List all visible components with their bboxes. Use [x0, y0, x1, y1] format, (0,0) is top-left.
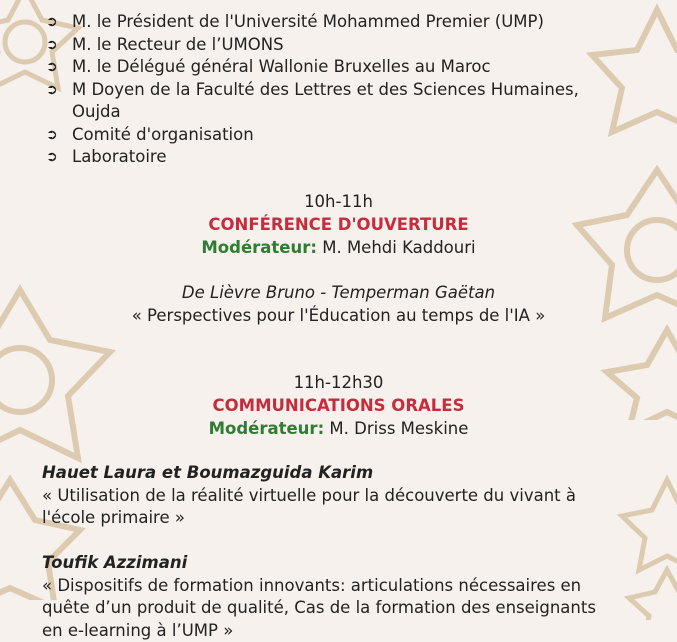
- arrow-bullet-icon: ➲: [46, 11, 58, 34]
- list-item: ➲ Comité d'organisation: [46, 124, 579, 147]
- paper-entry: [42, 462, 632, 530]
- list-item: ➲ M Doyen de la Faculté des Lettres et des Sciences Humaines, Oujda: [46, 79, 579, 124]
- paper-entry: [42, 552, 632, 642]
- moderator-name: M. Mehdi Kaddouri: [322, 238, 475, 257]
- paper-title-line: en e-learning à l’UMP »: [42, 620, 632, 642]
- list-item: ➲ M. le Recteur de l’UMONS: [46, 34, 579, 57]
- opening-title: CONFÉRENCE D'OUVERTURE: [0, 215, 677, 234]
- opening-talk-title: « Perspectives pour l'Éducation au temps de l'IA »: [0, 306, 677, 325]
- moderator-name: M. Driss Meskine: [329, 419, 468, 438]
- oral-moderator: [0, 419, 677, 438]
- list-item: ➲ M. le Délégué général Wallonie Bruxelles au Maroc: [46, 56, 579, 79]
- opening-time: 10h-11h: [0, 192, 677, 211]
- moderator-label: Modérateur:: [201, 238, 317, 257]
- welcome-list: [46, 11, 579, 169]
- oral-time: 11h-12h30: [0, 373, 677, 392]
- list-item: ➲ M. le Président de l'Université Mohammed Premier (UMP): [46, 11, 579, 34]
- paper-title-line: « Utilisation de la réalité virtuelle pour la découverte du vivant à: [42, 485, 632, 508]
- arrow-bullet-icon: ➲: [46, 146, 58, 169]
- opening-moderator: [0, 238, 677, 257]
- paper-authors: Hauet Laura et Boumazguida Karim: [42, 462, 632, 485]
- paper-authors: Toufik Azzimani: [42, 552, 632, 575]
- list-item: ➲ Laboratoire: [46, 146, 579, 169]
- moderator-label: Modérateur:: [209, 419, 325, 438]
- paper-title-line: quête d’un produit de qualité, Cas de la formation des enseignants: [42, 597, 632, 620]
- arrow-bullet-icon: ➲: [46, 34, 58, 57]
- paper-title-line: « Dispositifs de formation innovants: articulations nécessaires en: [42, 575, 632, 598]
- arrow-bullet-icon: ➲: [46, 56, 58, 79]
- paper-title-line: l'école primaire »: [42, 507, 632, 530]
- oral-title: COMMUNICATIONS ORALES: [0, 396, 677, 415]
- arrow-bullet-icon: ➲: [46, 124, 58, 147]
- opening-speakers: De Lièvre Bruno - Temperman Gaëtan: [0, 283, 677, 302]
- arrow-bullet-icon: ➲: [46, 79, 58, 102]
